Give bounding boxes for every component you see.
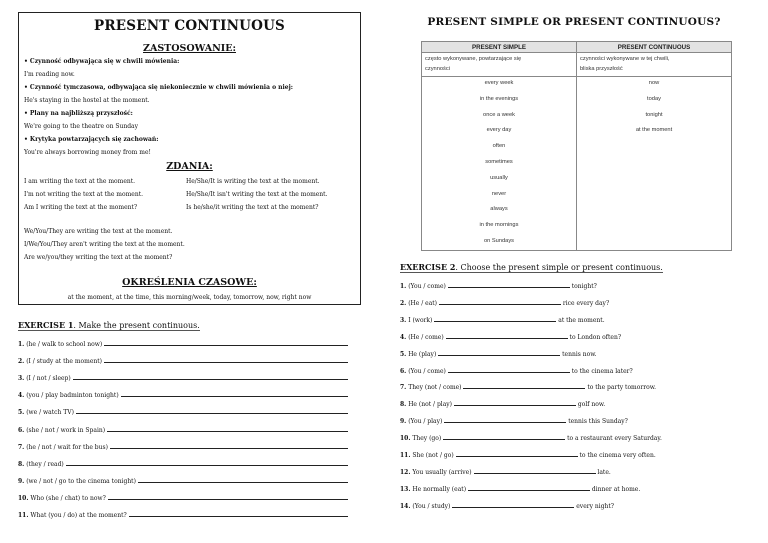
usage-rule: • Czynność tymczasowa, odbywająca się niekoniecznie w chwili mówienia o niej: xyxy=(24,84,294,91)
answer-blank[interactable] xyxy=(66,460,348,466)
item-continuation: to the party tomorrow. xyxy=(587,384,657,392)
answer-blank[interactable] xyxy=(76,408,348,414)
sentence: I'm not writing the text at the moment. xyxy=(24,191,144,198)
item-number: 7. xyxy=(18,443,25,451)
exercise-1-item xyxy=(18,494,348,502)
simple-time-word: in the mornings xyxy=(479,222,519,229)
item-prompt: (she / not / work in Spain) xyxy=(26,426,106,434)
simple-time-word: on Sundays xyxy=(483,238,515,244)
usage-example: He's staying in the hostel at the moment. xyxy=(24,97,150,104)
item-prompt: (You / come) xyxy=(408,283,446,290)
usage-rule: • Czynność odbywająca się w chwili mówienia: xyxy=(24,58,180,65)
exercise-2-item xyxy=(400,502,614,510)
usage-rule: • Plany na najbliższą przyszłość: xyxy=(24,110,133,117)
item-continuation: to the cinema later? xyxy=(571,367,633,375)
item-continuation: late. xyxy=(597,468,611,476)
item-prompt: (He / eat) xyxy=(408,299,438,307)
item-number: 5. xyxy=(18,409,25,417)
item-prompt: (he / walk to school now) xyxy=(26,341,103,348)
exercise-1-item xyxy=(18,357,348,365)
item-number: 2. xyxy=(18,358,25,366)
item-prompt: Who (she / chat) to now? xyxy=(30,494,106,502)
desc-simple: często wykonywane, powtarzające się czynności xyxy=(425,56,522,72)
item-prompt: (You / play) xyxy=(408,418,443,426)
item-prompt: (he / not / wait for the bus) xyxy=(26,443,108,451)
item-number: 7. xyxy=(400,384,407,392)
item-prompt: What (you / do) at the moment? xyxy=(30,512,127,519)
simple-time-word: often xyxy=(492,143,506,150)
item-number: 13. xyxy=(400,485,411,493)
simple-time-word: every day xyxy=(486,127,512,134)
usage-heading: ZASTOSOWANIE: xyxy=(143,43,236,54)
item-continuation: dinner at home. xyxy=(591,485,641,493)
item-prompt: She (not / go) xyxy=(412,452,454,459)
sentence: Am I writing the text at the moment? xyxy=(24,204,138,211)
table-header-continuous: PRESENT CONTINUOUS xyxy=(577,42,731,53)
continuous-time-word: at the moment xyxy=(635,127,673,134)
sentence: He/She/It is writing the text at the moment. xyxy=(186,178,320,185)
tense-table xyxy=(421,41,732,251)
item-prompt: You usually (arrive) xyxy=(412,468,472,476)
answer-blank[interactable] xyxy=(108,494,348,500)
item-prompt: (we / watch TV) xyxy=(26,409,74,417)
exercise-2-item xyxy=(400,282,597,290)
answer-blank[interactable] xyxy=(439,299,561,305)
item-number: 10. xyxy=(400,435,411,443)
item-prompt: They (go) xyxy=(412,435,442,443)
item-continuation: tennis this Sunday? xyxy=(568,418,628,426)
answer-blank[interactable] xyxy=(104,340,348,346)
item-prompt: (we / not / go to the cinema tonight) xyxy=(26,477,136,485)
item-prompt: He normally (eat) xyxy=(412,485,467,493)
answer-blank[interactable] xyxy=(129,511,348,517)
answer-blank[interactable] xyxy=(434,316,556,322)
item-number: 11. xyxy=(400,452,411,459)
answer-blank[interactable] xyxy=(452,502,574,508)
item-prompt: They (not / come) xyxy=(408,384,462,392)
simple-time-word: sometimes xyxy=(485,159,513,165)
exercise-2-item xyxy=(400,350,597,358)
continuous-time-word: today xyxy=(647,95,661,102)
exercise-1-item xyxy=(18,391,348,399)
item-number: 1. xyxy=(18,341,25,348)
exercise-2-instruction: . Choose the present simple or present continuous. xyxy=(455,263,663,272)
item-number: 5. xyxy=(400,350,407,358)
item-number: 6. xyxy=(18,426,25,434)
item-number: 12. xyxy=(400,468,411,476)
item-continuation: golf now. xyxy=(577,401,606,409)
exercise-2-item xyxy=(400,485,640,493)
answer-blank[interactable] xyxy=(73,374,348,380)
item-prompt: He (play) xyxy=(408,350,437,358)
answer-blank[interactable] xyxy=(474,468,596,474)
item-prompt: He (not / play) xyxy=(408,401,453,409)
usage-example: You're always borrowing money from me! xyxy=(24,149,151,156)
exercise-1-item xyxy=(18,443,348,451)
simple-time-word: usually xyxy=(490,174,508,181)
sentence: I/We/You/They aren't writing the text at the moment. xyxy=(24,241,185,248)
exercise-2-item xyxy=(400,451,656,459)
item-number: 6. xyxy=(400,367,407,375)
item-prompt: (He / come) xyxy=(408,333,444,341)
time-heading: OKREŚLENIA CZASOWE: xyxy=(122,277,257,288)
item-prompt: I (work) xyxy=(408,316,433,324)
exercise-1-item xyxy=(18,511,348,519)
simple-time-word: never xyxy=(491,190,507,197)
exercise-2-item xyxy=(400,417,628,425)
exercise-2-item xyxy=(400,434,662,442)
time-expressions: at the moment, at the time, this morning/week, today, tomorrow, now, right now xyxy=(67,294,312,301)
item-prompt: (I / not / sleep) xyxy=(26,375,71,383)
simple-time-word: always xyxy=(490,206,508,213)
item-number: 1. xyxy=(400,283,407,290)
answer-blank[interactable] xyxy=(463,383,585,389)
answer-blank[interactable] xyxy=(443,434,565,440)
item-number: 3. xyxy=(18,375,25,383)
exercise-1-item xyxy=(18,374,348,382)
item-number: 9. xyxy=(18,477,25,485)
simple-time-word: in the evenings xyxy=(479,95,519,102)
sentences-heading: ZDANIA: xyxy=(166,161,213,172)
item-number: 4. xyxy=(400,333,407,341)
sentence: Is he/she/it writing the text at the moment? xyxy=(186,204,319,211)
sentence: I am writing the text at the moment. xyxy=(24,178,136,185)
item-continuation: tennis now. xyxy=(562,350,597,358)
item-number: 2. xyxy=(400,299,407,307)
usage-example: I'm reading now. xyxy=(24,71,75,78)
item-prompt: (they / read) xyxy=(26,460,64,468)
answer-blank[interactable] xyxy=(448,282,570,288)
exercise-1-item xyxy=(18,477,348,485)
item-continuation: to the cinema very often. xyxy=(579,452,656,459)
sentence: We/You/They are writing the text at the moment. xyxy=(24,228,173,235)
exercise-1-label: EXERCISE 1 xyxy=(18,320,74,330)
item-number: 3. xyxy=(400,316,407,324)
exercise-1-instruction: . Make the present continuous. xyxy=(73,321,200,330)
sentence: Are we/you/they writing the text at the moment? xyxy=(24,254,173,261)
theory-box xyxy=(18,12,361,305)
simple-time-word: once a week xyxy=(483,111,515,118)
item-number: 9. xyxy=(400,418,407,426)
exercise-1-item xyxy=(18,340,348,348)
item-number: 4. xyxy=(18,392,25,400)
answer-blank[interactable] xyxy=(110,443,348,449)
item-prompt: (I / study at the moment) xyxy=(26,358,103,366)
exercise-2-item xyxy=(400,299,609,307)
right-title: PRESENT SIMPLE OR PRESENT CONTINUOUS? xyxy=(427,16,721,28)
usage-example: We're going to the theatre on Sunday xyxy=(24,123,139,130)
exercise-2-item xyxy=(400,367,633,375)
exercise-2-item xyxy=(400,333,621,341)
exercise-1-item xyxy=(18,408,348,416)
answer-blank[interactable] xyxy=(121,391,348,397)
item-continuation: rice every day? xyxy=(562,299,610,307)
desc-continuous: czynności wykonywane w tej chwili, bliska przyszłość xyxy=(580,56,670,72)
item-continuation: tonight? xyxy=(571,283,597,290)
exercise-2-item xyxy=(400,400,605,408)
item-number: 14. xyxy=(400,502,411,510)
answer-blank[interactable] xyxy=(438,350,560,356)
exercise-1-title xyxy=(18,320,200,331)
item-number: 11. xyxy=(18,512,29,519)
item-number: 10. xyxy=(18,494,29,502)
table-header-simple: PRESENT SIMPLE xyxy=(422,42,576,53)
usage-rule: • Krytyka powtarzających się zachowań: xyxy=(24,136,159,143)
exercise-2-title xyxy=(400,262,663,273)
continuous-time-word: tonight xyxy=(645,111,663,118)
answer-blank[interactable] xyxy=(444,417,566,423)
item-continuation: to London often? xyxy=(569,333,622,341)
item-number: 8. xyxy=(18,460,25,468)
answer-blank[interactable] xyxy=(138,477,348,483)
answer-blank[interactable] xyxy=(446,333,568,339)
item-continuation: to a restaurant every Saturday. xyxy=(567,435,662,443)
exercise-1-item xyxy=(18,426,348,434)
exercise-2-label: EXERCISE 2 xyxy=(400,262,456,272)
exercise-1-item xyxy=(18,460,348,468)
page-title: PRESENT CONTINUOUS xyxy=(94,18,285,34)
exercise-2-item xyxy=(400,383,656,391)
simple-time-word: every week xyxy=(484,80,514,86)
exercise-2-item xyxy=(400,316,605,324)
answer-blank[interactable] xyxy=(456,451,578,457)
item-continuation: every night? xyxy=(576,502,615,510)
answer-blank[interactable] xyxy=(468,485,590,491)
answer-blank[interactable] xyxy=(448,367,570,373)
answer-blank[interactable] xyxy=(104,357,348,363)
sentence: He/She/It isn't writing the text at the moment. xyxy=(186,191,328,198)
answer-blank[interactable] xyxy=(107,426,348,432)
exercise-2-item xyxy=(400,468,611,476)
item-prompt: (You / study) xyxy=(412,502,451,510)
item-continuation: at the moment. xyxy=(558,316,605,324)
item-prompt: (You / come) xyxy=(408,367,446,375)
item-prompt: (you / play badminton tonight) xyxy=(26,392,119,400)
continuous-time-word: now xyxy=(648,80,660,86)
answer-blank[interactable] xyxy=(454,400,576,406)
item-number: 8. xyxy=(400,401,407,409)
